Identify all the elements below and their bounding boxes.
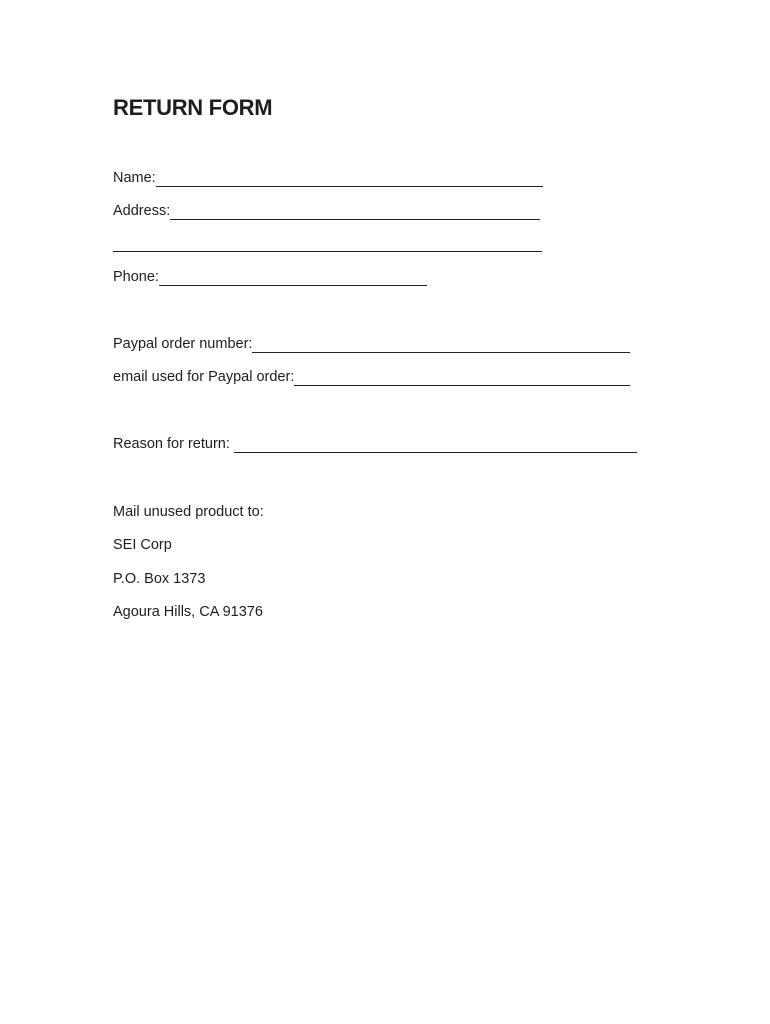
address-blank-line[interactable] bbox=[170, 201, 540, 220]
name-field[interactable] bbox=[113, 168, 543, 188]
mail-city-state-zip-text: Agoura Hills, CA 91376 bbox=[113, 604, 263, 620]
reason-for-return-blank-line[interactable] bbox=[234, 434, 637, 453]
address-second-blank-line[interactable] bbox=[113, 251, 542, 252]
paypal-email-blank-line[interactable] bbox=[294, 367, 630, 386]
reason-for-return-field[interactable] bbox=[113, 434, 637, 454]
phone-blank-line[interactable] bbox=[159, 267, 427, 286]
paypal-order-number-blank-line[interactable] bbox=[252, 334, 630, 353]
mail-po-box-text: P.O. Box 1373 bbox=[113, 571, 206, 587]
paypal-order-number-field[interactable] bbox=[113, 334, 630, 354]
page-title: RETURN FORM bbox=[113, 95, 273, 120]
paypal-email-label: email used for Paypal order: bbox=[113, 369, 295, 385]
paypal-email-field[interactable] bbox=[113, 367, 630, 387]
phone-field[interactable] bbox=[113, 267, 427, 287]
paypal-order-number-label: Paypal order number: bbox=[113, 336, 253, 352]
mail-company-text: SEI Corp bbox=[113, 537, 172, 553]
name-blank-line[interactable] bbox=[156, 168, 543, 187]
phone-label: Phone: bbox=[113, 269, 159, 285]
reason-for-return-label: Reason for return: bbox=[113, 436, 234, 452]
address-field[interactable] bbox=[113, 201, 540, 221]
mail-instruction-text: Mail unused product to: bbox=[113, 504, 264, 520]
address-label: Address: bbox=[113, 203, 171, 219]
name-label: Name: bbox=[113, 170, 156, 186]
